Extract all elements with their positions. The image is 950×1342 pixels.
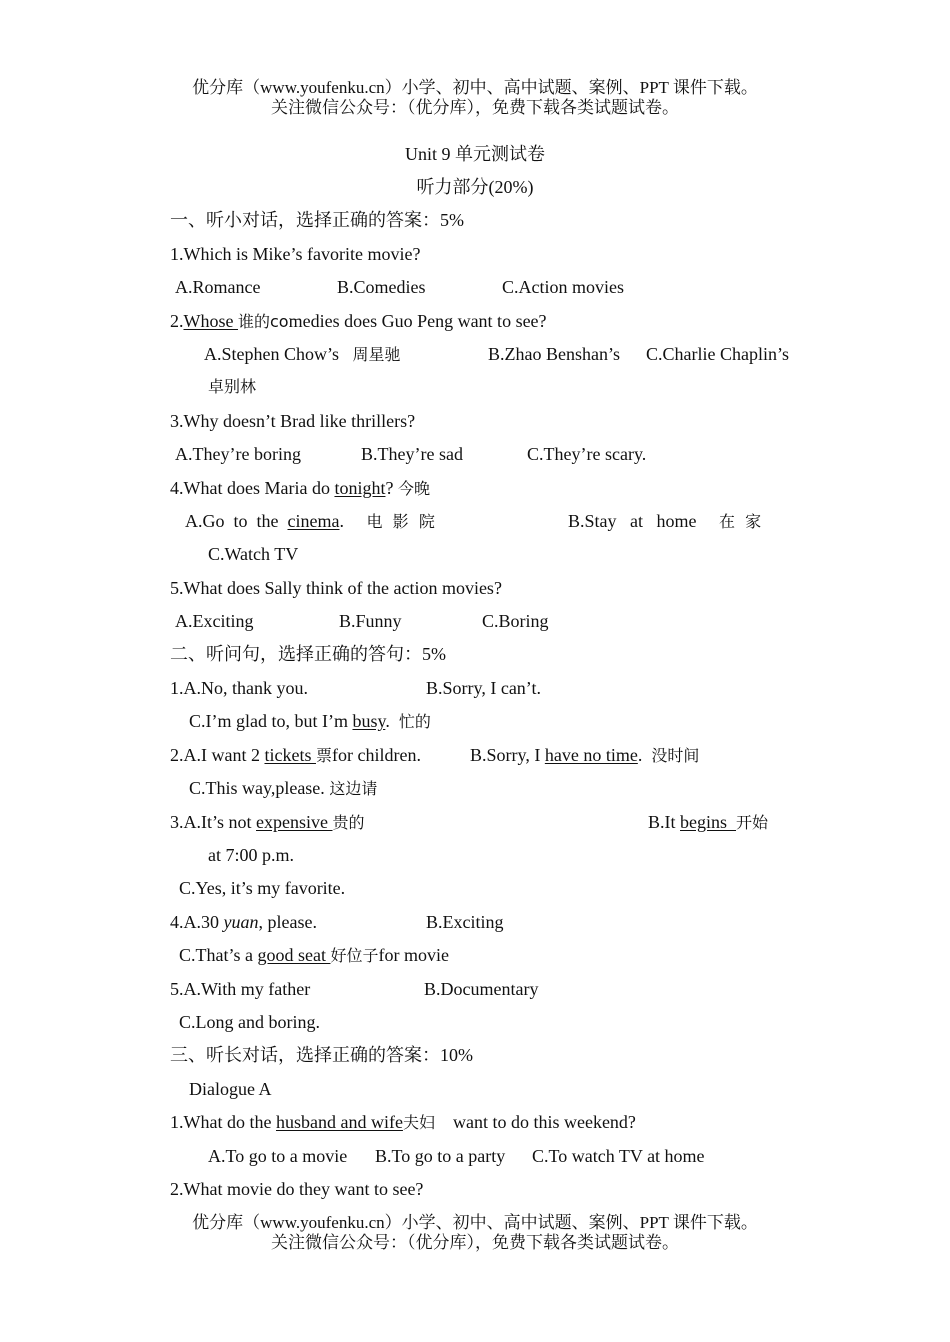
s2-q4-option-c-gloss: 好位子 (330, 946, 379, 965)
s1-q4-underlined: tonight (334, 478, 386, 498)
s2-q2-option-b-underlined: have no time (544, 745, 638, 765)
s3-q1-gloss: 夫妇 (402, 1113, 435, 1132)
s2-q1-option-c (189, 710, 431, 733)
s2-q4-option-c-post: for movie (378, 945, 449, 965)
s2-q2-option-a (170, 744, 421, 767)
s2-q2-option-b (470, 744, 699, 767)
s1-q2-option-a-gloss: 周星驰 (352, 345, 401, 364)
s2-q3-option-a-gloss: 贵的 (332, 813, 365, 832)
footer-line-1: 优分库（www.youfenku.cn）小学、初中、高中试题、案例、PPT 课件下载。 (192, 1213, 758, 1232)
s2-q4-option-a-italic: yuan (223, 912, 259, 932)
section2-heading: 二、听问句，选择正确的答句：5% (170, 644, 446, 664)
s1-q2-option-a-text: A.Stephen Chow’s (204, 344, 339, 364)
section3-heading: 三、听长对话，选择正确的答案：10% (170, 1045, 473, 1065)
s2-q3-option-a (170, 811, 365, 834)
s2-q2-option-c-text: C.This way,please. (189, 778, 325, 798)
s1-q4-option-a (185, 510, 435, 533)
s2-q1-option-a: 1.A.No, thank you. (170, 678, 308, 698)
s1-q2-stem (170, 310, 547, 333)
s1-q1-stem: 1.Which is Mike’s favorite movie? (170, 244, 421, 264)
s1-q4-option-b-text: B.Stay at home (568, 511, 697, 531)
s1-q3-stem: 3.Why doesn’t Brad like thrillers? (170, 411, 416, 431)
s1-q5-stem: 5.What does Sally think of the action movies? (170, 578, 502, 598)
s1-q5-option-c: C.Boring (482, 611, 549, 631)
s2-q4-option-a-pre: 4.A.30 (170, 912, 224, 932)
s1-q2-option-c: C.Charlie Chaplin’s (646, 344, 789, 364)
s1-q2-option-a (204, 343, 401, 366)
footer-line-2: 关注微信公众号：（优分库），免费下载各类试题试卷。 (271, 1233, 679, 1252)
s2-q2-option-a-pre: 2.A.I want 2 (170, 745, 265, 765)
s3-q1-post: want to do this weekend? (452, 1112, 636, 1132)
s3-q1-pre: 1.What do the (170, 1112, 276, 1132)
s1-q4-stem (170, 477, 430, 500)
s1-q4-option-b-gloss: 在 家 (719, 512, 762, 531)
s2-q2-option-b-post: . (637, 745, 643, 765)
s2-q3-option-b-cont: at 7:00 p.m. (208, 845, 294, 865)
s2-q1-option-b: B.Sorry, I can’t. (426, 678, 541, 698)
s2-q4-option-c-underlined: good seat (257, 945, 331, 965)
header-line-2: 关注微信公众号：（优分库），免费下载各类试题试卷。 (271, 98, 679, 117)
s2-q2-option-c-gloss: 这边请 (329, 779, 378, 798)
s1-q4-pre: 4.What does Maria do (170, 478, 335, 498)
s2-q4-option-c (179, 944, 449, 967)
s2-q4-option-a (170, 911, 317, 933)
s2-q3-option-b (648, 811, 768, 834)
s1-q2-option-b: B.Zhao Benshan’s (488, 344, 620, 364)
s3-q1-option-a: A.To go to a movie (208, 1146, 348, 1166)
s3-q1-option-b: B.To go to a party (375, 1146, 506, 1166)
s2-q2-option-c (189, 777, 377, 800)
s1-q2-rest: medies does Guo Peng want to see? (288, 311, 547, 331)
s2-q1-option-c-pre: C.I’m glad to, but I’m (189, 711, 353, 731)
s3-q1-stem (170, 1111, 636, 1134)
s2-q4-option-c-pre: C.That’s a (179, 945, 258, 965)
s2-q3-option-b-pre: B.It (648, 812, 681, 832)
s1-q3-option-b: B.They’re sad (361, 444, 463, 464)
s2-q2-option-a-underlined: tickets (264, 745, 316, 765)
s2-q5-option-b: B.Documentary (424, 979, 539, 999)
s2-q3-option-b-underlined: begins (680, 812, 737, 832)
s3-q1-underlined: husband and wife (275, 1112, 403, 1132)
s1-q2-co: co (270, 312, 289, 331)
s1-q1-option-a: A.Romance (175, 277, 261, 297)
s1-q4-option-a-pre: A.Go to the (185, 511, 288, 531)
s2-q1-option-c-underlined: busy (352, 711, 386, 731)
s2-q1-option-c-post: . (385, 711, 390, 731)
s2-q3-option-c: C.Yes, it’s my favorite. (179, 878, 346, 898)
s3-q2-stem: 2.What movie do they want to see? (170, 1179, 424, 1199)
s2-q2-option-a-post: for children. (332, 745, 421, 765)
s1-q4-option-c: C.Watch TV (208, 544, 299, 564)
section1-heading: 一、听小对话，选择正确的答案：5% (170, 210, 464, 230)
s2-q2-option-b-pre: B.Sorry, I (470, 745, 545, 765)
page-subtitle: 听力部分(20%) (416, 177, 534, 197)
s2-q1-option-c-gloss: 忙的 (398, 712, 431, 731)
s1-q5-option-b: B.Funny (339, 611, 402, 631)
s1-q4-gloss: 今晚 (397, 479, 430, 498)
s1-q4-post: ? (385, 478, 394, 498)
s2-q2-option-a-gloss: 票 (315, 746, 332, 765)
s1-q2-option-c-gloss: 卓别林 (208, 377, 257, 396)
s2-q3-option-a-pre: 3.A.It’s not (170, 812, 257, 832)
s1-q3-option-c: C.They’re scary. (527, 444, 647, 464)
page-title: Unit 9 单元测试卷 (404, 144, 545, 164)
s2-q3-option-a-underlined: expensive (256, 812, 333, 832)
s1-q4-option-a-gloss: 电 影 院 (366, 512, 435, 531)
header-line-1: 优分库（www.youfenku.cn）小学、初中、高中试题、案例、PPT 课件下载。 (192, 78, 758, 97)
s1-q2-num: 2. (170, 311, 184, 331)
s3-dialogue-label: Dialogue A (189, 1079, 272, 1099)
s1-q3-option-a: A.They’re boring (175, 444, 301, 464)
s1-q4-option-a-post: . (339, 511, 344, 531)
s2-q4-option-b: B.Exciting (426, 912, 504, 932)
s2-q5-option-a: 5.A.With my father (170, 979, 311, 999)
s2-q3-option-b-gloss: 开始 (736, 813, 769, 832)
s1-q1-option-c: C.Action movies (502, 277, 624, 297)
s3-q1-option-c: C.To watch TV at home (532, 1146, 705, 1166)
s2-q5-option-c: C.Long and boring. (179, 1012, 320, 1032)
s1-q2-gloss: 谁的 (237, 312, 270, 331)
s1-q4-option-b (568, 510, 761, 533)
s1-q2-underlined: Whose (183, 311, 238, 331)
s1-q4-option-a-underlined: cinema (287, 511, 340, 531)
s1-q1-option-b: B.Comedies (337, 277, 426, 297)
s1-q5-option-a: A.Exciting (175, 611, 254, 631)
s2-q2-option-b-gloss: 没时间 (651, 746, 700, 765)
s2-q4-option-a-post: , please. (258, 912, 317, 932)
